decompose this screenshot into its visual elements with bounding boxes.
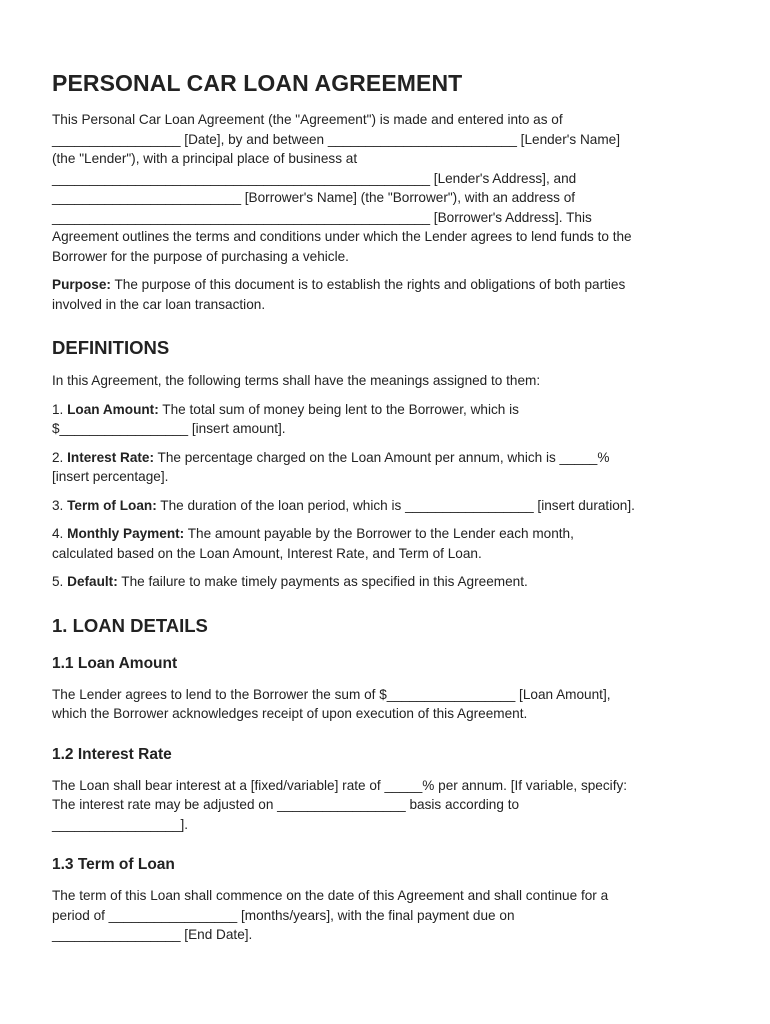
definition-text-line-2: [insert percentage]. (52, 469, 169, 484)
definition-item-default (52, 572, 718, 592)
purpose-label: Purpose: (52, 277, 111, 292)
document-title: PERSONAL CAR LOAN AGREEMENT (52, 70, 463, 96)
intro-line-6: __________________________________________________ [Borrower's Address]. This (52, 209, 592, 225)
loan-amount-paragraph (52, 685, 718, 724)
definition-text: The duration of the loan period, which is _________________ [insert duration]. (156, 497, 635, 513)
term-of-loan-line-1: The term of this Loan shall commence on the date of this Agreement and shall continue for a (52, 888, 609, 903)
purpose-line-1: The purpose of this document is to establish the rights and obligations of both parties (110, 277, 626, 292)
definition-number: 4. (52, 526, 68, 541)
purpose-line-2: involved in the car loan transaction. (52, 296, 266, 312)
definition-text-line-2: calculated based on the Loan Amount, Interest Rate, and Term of Loan. (52, 545, 482, 561)
loan-details-heading: 1. LOAN DETAILS (52, 614, 208, 636)
loan-amount-subheading: 1.1 Loan Amount (52, 654, 178, 672)
definition-term: Monthly Payment: (67, 526, 185, 541)
intro-line-8: Borrower for the purpose of purchasing a vehicle. (52, 248, 349, 264)
term-of-loan-subheading: 1.3 Term of Loan (52, 856, 175, 873)
interest-rate-paragraph (52, 776, 718, 835)
interest-rate-line-1: The Loan shall bear interest at a [fixed/variable] rate of _____% per annum. [If variable, specify: (52, 777, 628, 793)
loan-amount-line-1: The Lender agrees to lend to the Borrower the sum of $_________________ [Loan Amount], (52, 686, 611, 702)
definition-term: Interest Rate: (67, 449, 154, 465)
term-of-loan-line-2: period of _________________ [months/years], with the final payment due on (52, 907, 515, 923)
intro-line-7: Agreement outlines the terms and conditions under which the Lender agrees to lend funds to the (52, 229, 632, 244)
definition-text: The amount payable by the Borrower to the Lender each month, (184, 526, 574, 541)
definition-item-monthly-payment (52, 524, 718, 563)
interest-rate-line-2: The interest rate may be adjusted on _________________ basis according to (52, 797, 520, 812)
interest-rate-subheading: 1.2 Interest Rate (52, 745, 172, 763)
definition-number: 2. (52, 449, 68, 465)
definition-item-term-of-loan (52, 496, 718, 516)
definition-text: The total sum of money being lent to the Borrower, which is (158, 401, 519, 417)
intro-line-3: (the "Lender"), with a principal place of business at (52, 151, 358, 166)
definitions-intro: In this Agreement, the following terms shall have the meanings assigned to them: (52, 373, 541, 388)
purpose-paragraph (52, 275, 718, 314)
loan-amount-line-2: which the Borrower acknowledges receipt of upon execution of this Agreement. (52, 706, 528, 721)
definition-term: Loan Amount: (67, 401, 159, 417)
definition-term: Term of Loan: (67, 497, 157, 513)
term-of-loan-paragraph (52, 886, 718, 945)
definitions-heading: DEFINITIONS (52, 337, 170, 358)
definition-item-loan-amount (52, 400, 718, 439)
intro-line-2: _________________ [Date], by and between _________________________ [Lender's Name] (52, 131, 620, 147)
definition-item-interest-rate (52, 448, 718, 487)
definition-text: The failure to make timely payments as specified in this Agreement. (117, 574, 528, 589)
definition-text-line-2: $_________________ [insert amount]. (52, 421, 286, 436)
definition-number: 5. (52, 574, 68, 589)
intro-line-5: _________________________ [Borrower's Name] (the "Borrower"), with an address of (52, 190, 576, 205)
definition-term: Default: (67, 574, 118, 589)
definition-number: 3. (52, 497, 68, 513)
definition-number: 1. (52, 401, 68, 417)
definition-text: The percentage charged on the Loan Amount per annum, which is _____% (154, 449, 610, 465)
intro-line-4: __________________________________________________ [Lender's Address], and (52, 170, 577, 186)
intro-line-1: This Personal Car Loan Agreement (the "Agreement") is made and entered into as of (52, 112, 563, 127)
intro-paragraph (52, 110, 718, 266)
term-of-loan-line-3: _________________ [End Date]. (52, 927, 253, 942)
interest-rate-line-3: _________________]. (52, 816, 189, 832)
